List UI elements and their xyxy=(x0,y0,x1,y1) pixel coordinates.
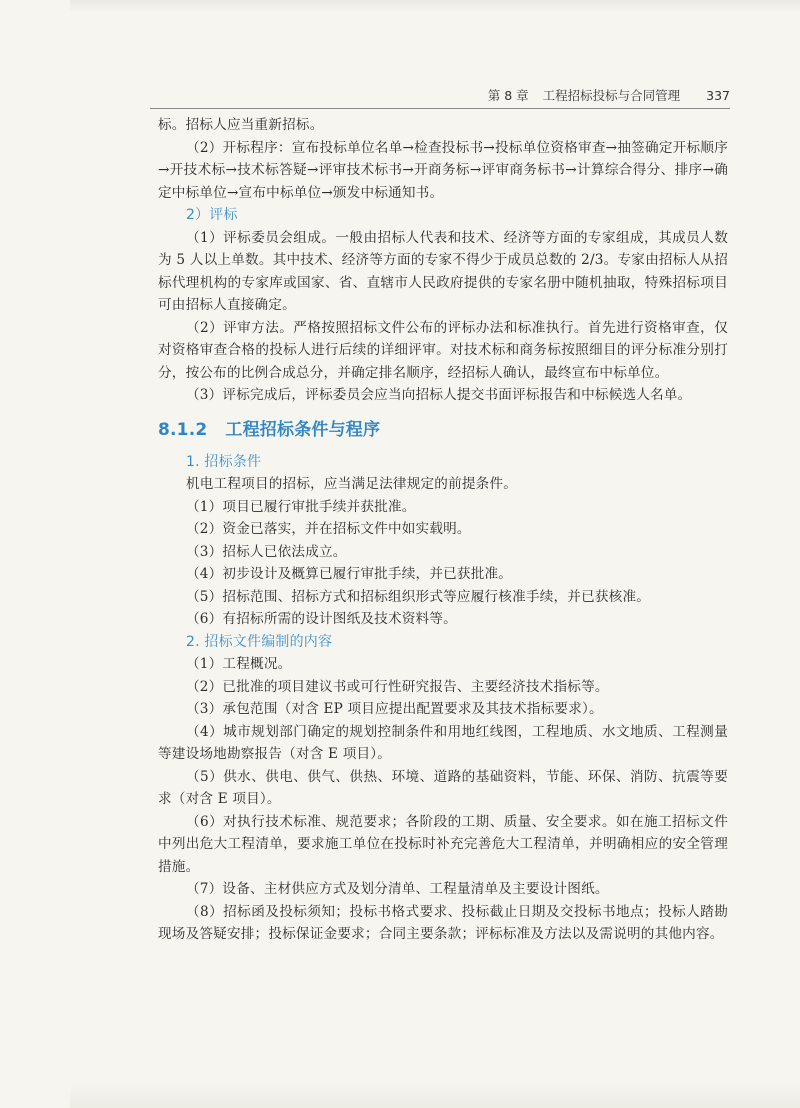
document-item: （6）对执行技术标准、规范要求；各阶段的工期、质量、安全要求。如在施工招标文件中列出危大工程清单，要求施工单位在投标时补充完善危大工程清单，并明确相应的安全管理措施。 xyxy=(158,813,728,875)
opening-procedure-paragraph: （2）开标程序：宣布投标单位名单→检查投标书→投标单位资格审查→抽签确定开标顺序→开技术标→技术标答疑→评审技术标书→开商务标→评审商务标书→计算综合得分、排序→确定中标单位→宣布中标单位→颁发中标通知书。 xyxy=(158,139,728,201)
evaluation-paragraph-1: （1）评标委员会组成。一般由招标人代表和技术、经济等方面的专家组成，其成员人数为 5 人以上单数。其中技术、经济等方面的专家不得少于成员总数的 2/3。专家由招标人从招标代理机构的专家库或国家、省、直辖市人民政府提供的专家名册中随机抽取，特殊招标项目可由招标人直接确定。 xyxy=(158,229,728,313)
page-body xyxy=(158,114,728,946)
condition-item: （5）招标范围、招标方式和招标组织形式等应履行核准手续，并已获核准。 xyxy=(186,588,651,605)
chapter-title: 工程招标投标与合同管理 xyxy=(542,88,681,103)
condition-item: （3）招标人已依法成立。 xyxy=(186,543,347,560)
document-item: （5）供水、供电、供气、供热、环境、道路的基础资料，节能、环保、消防、抗震等要求（对含 E 项目）。 xyxy=(158,768,728,807)
condition-item: （4）初步设计及概算已履行审批手续，并已获批准。 xyxy=(186,566,513,582)
condition-item: （2）资金已落实，并在招标文件中如实载明。 xyxy=(186,521,471,537)
continuation-text: 标。招标人应当重新招标。 xyxy=(158,117,324,133)
conditions-heading: 1. 招标条件 xyxy=(186,453,262,470)
document-item: （8）招标函及投标须知；投标书格式要求、投标截止日期及交投标书地点；投标人踏勘现场及答疑安排；投标保证金要求；合同主要条款；评标标准及方法以及需说明的其他内容。 xyxy=(158,903,728,942)
documents-heading: 2. 招标文件编制的内容 xyxy=(186,633,333,650)
evaluation-subheading: 2）评标 xyxy=(186,207,238,223)
evaluation-paragraph-2: （2）评审方法。严格按照招标文件公布的评标办法和标准执行。首先进行资格审查，仅对资格审查合格的投标人进行后续的详细评审。对技术标和商务标按照细目的评分标准分别打分，按公布的比例合成总分，并确定排名顺序，经招标人确认，最终宣布中标单位。 xyxy=(158,319,728,381)
document-item: （3）承包范围（对含 EP 项目应提出配置要求及其技术指标要求）。 xyxy=(186,701,603,717)
document-item: （4）城市规划部门确定的规划控制条件和用地红线图，工程地质、水文地质、工程测量等建设场地勘察报告（对含 E 项目）。 xyxy=(158,723,728,762)
page-number: 337 xyxy=(706,87,730,103)
conditions-intro: 机电工程项目的招标，应当满足法律规定的前提条件。 xyxy=(186,476,518,492)
section-title: 工程招标条件与程序 xyxy=(225,419,381,440)
document-item: （1）工程概况。 xyxy=(186,656,292,672)
header-rule xyxy=(150,108,730,109)
document-item: （7）设备、主材供应方式及划分清单、工程量清单及主要设计图纸。 xyxy=(186,881,609,897)
chapter-label: 第 8 章 xyxy=(487,88,529,103)
condition-item: （1）项目已履行审批手续并获批准。 xyxy=(186,498,416,515)
section-number: 8.1.2 xyxy=(158,419,208,440)
running-header xyxy=(150,84,730,106)
condition-item: （6）有招标所需的设计图纸及技术资料等。 xyxy=(186,611,457,627)
section-heading xyxy=(158,415,728,445)
document-item: （2）已批准的项目建议书或可行性研究报告、主要经济技术指标等。 xyxy=(186,678,609,695)
evaluation-paragraph-3: （3）评标完成后，评标委员会应当向招标人提交书面评标报告和中标候选人名单。 xyxy=(186,387,692,403)
page-edge-bottom xyxy=(70,1084,800,1108)
page-edge-top xyxy=(70,0,800,12)
